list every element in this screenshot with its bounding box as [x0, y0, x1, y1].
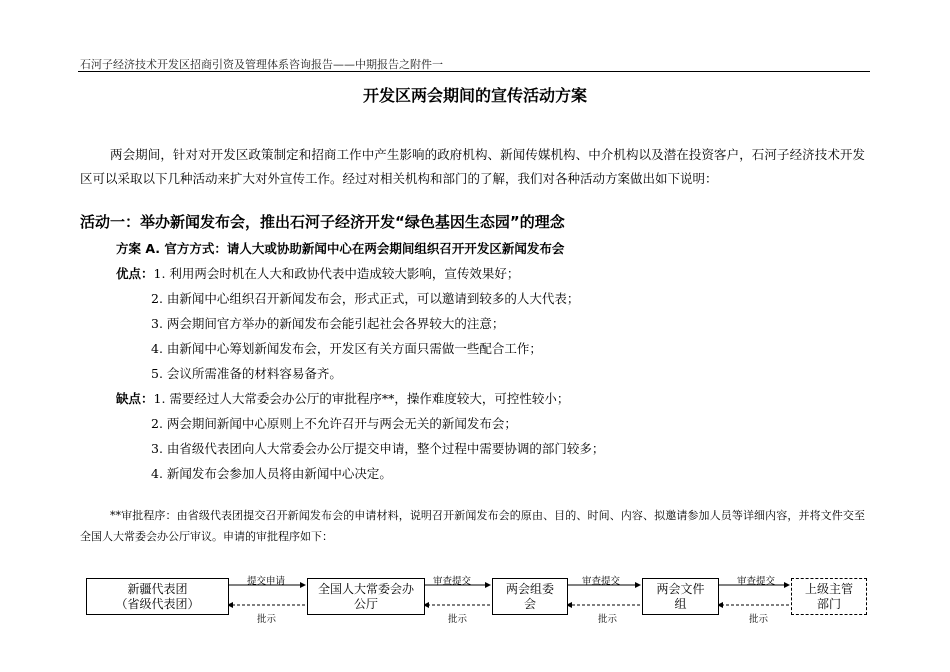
pros-item-2: 2. 由新闻中心组织召开新闻发布会，形式正式，可以邀请到较多的人大代表；: [151, 291, 580, 306]
pros-item-5: 5. 会议所需准备的材料容易备齐。: [151, 366, 342, 381]
cons-label: 缺点：: [116, 391, 154, 406]
edge-label-forward-2: 审查提交: [433, 576, 472, 587]
edge-label-back-4: 批示: [749, 614, 769, 625]
pros-text: 1. 利用两会时机在人大和政协代表中造成较大影响，宣传效果好；: [153, 266, 520, 281]
cons-item-1: [116, 389, 569, 407]
footnote: **审批程序：由省级代表团提交召开新闻发布会的申请材料，说明召开新闻发布会的原由、目的、时间、内容、拟邀请参加人员等详细内容，并将文件交至全国人大常委会办公厅审议。申请的审批程序如下：: [80, 509, 865, 543]
box-line2: 会: [523, 596, 536, 611]
header-rule: [78, 71, 870, 72]
flow-box-npc-office: [307, 578, 425, 615]
edge-label-back-1: 批示: [257, 614, 277, 625]
edge-label-back-2: 批示: [448, 614, 468, 625]
box-line1: 新疆代表团: [127, 581, 188, 596]
edge-label-forward-4: 审查提交: [737, 576, 776, 587]
flow-box-delegation: [86, 578, 229, 615]
box-line1: 上级主管: [804, 581, 853, 596]
box-line2: 公厅: [353, 596, 378, 611]
box-line2: 组: [674, 596, 687, 611]
flow-box-committee: [492, 578, 568, 615]
edge-label-back-3: 批示: [598, 614, 618, 625]
cons-item-2: 2. 两会期间新闻中心原则上不允许召开与两会无关的新闻发布会；: [151, 416, 517, 431]
pros-item-4: 4. 由新闻中心筹划新闻发布会，开发区有关方面只需做一些配合工作；: [151, 341, 542, 356]
cons-item-4: 4. 新闻发布会参加人员将由新闻中心决定。: [151, 466, 392, 481]
box-line2: 部门: [816, 596, 841, 611]
flow-box-superior-department: [791, 578, 867, 615]
flow-box-document-group: [642, 578, 719, 615]
cons-item-3: 3. 由省级代表团向人大常委会办公厅提交申请，整个过程中需要协调的部门较多；: [151, 441, 605, 456]
plan-a-heading: 方案 A. 官方方式：请人大或协助新闻中心在两会期间组织召开开发区新闻发布会: [116, 241, 565, 256]
box-line2: （省级代表团）: [115, 596, 200, 611]
cons-text: 1. 需要经过人大常委会办公厅的审批程序**，操作难度较大，可控性较小；: [153, 391, 570, 406]
intro-paragraph: 两会期间，针对对开发区政策制定和招商工作中产生影响的政府机构、新闻传媒机构、中介机构以及潜在投资客户，石河子经济技术开发区可以采取以下几种活动来扩大对外宣传工作。经过对相关机构和部门的了解，我们对各种活动方案做出如下说明：: [80, 147, 865, 186]
document-title: 开发区两会期间的宣传活动方案: [362, 86, 587, 105]
box-line1: 两会文件: [656, 581, 705, 596]
box-line1: 两会组委: [505, 581, 554, 596]
pros-label: 优点：: [116, 266, 154, 281]
running-header: 石河子经济技术开发区招商引资及管理体系咨询报告——中期报告之附件一: [80, 58, 443, 71]
edge-label-forward-3: 审查提交: [582, 576, 621, 587]
pros-item-1: [116, 264, 519, 282]
pros-item-3: 3. 两会期间官方举办的新闻发布会能引起社会各界较大的注意；: [151, 316, 505, 331]
edge-label-forward-1: 提交申请: [247, 576, 286, 587]
box-line1: 全国人大常委会办: [317, 581, 414, 596]
activity-heading: 活动一：举办新闻发布会，推出石河子经济开发“绿色基因生态园”的理念: [80, 213, 565, 231]
